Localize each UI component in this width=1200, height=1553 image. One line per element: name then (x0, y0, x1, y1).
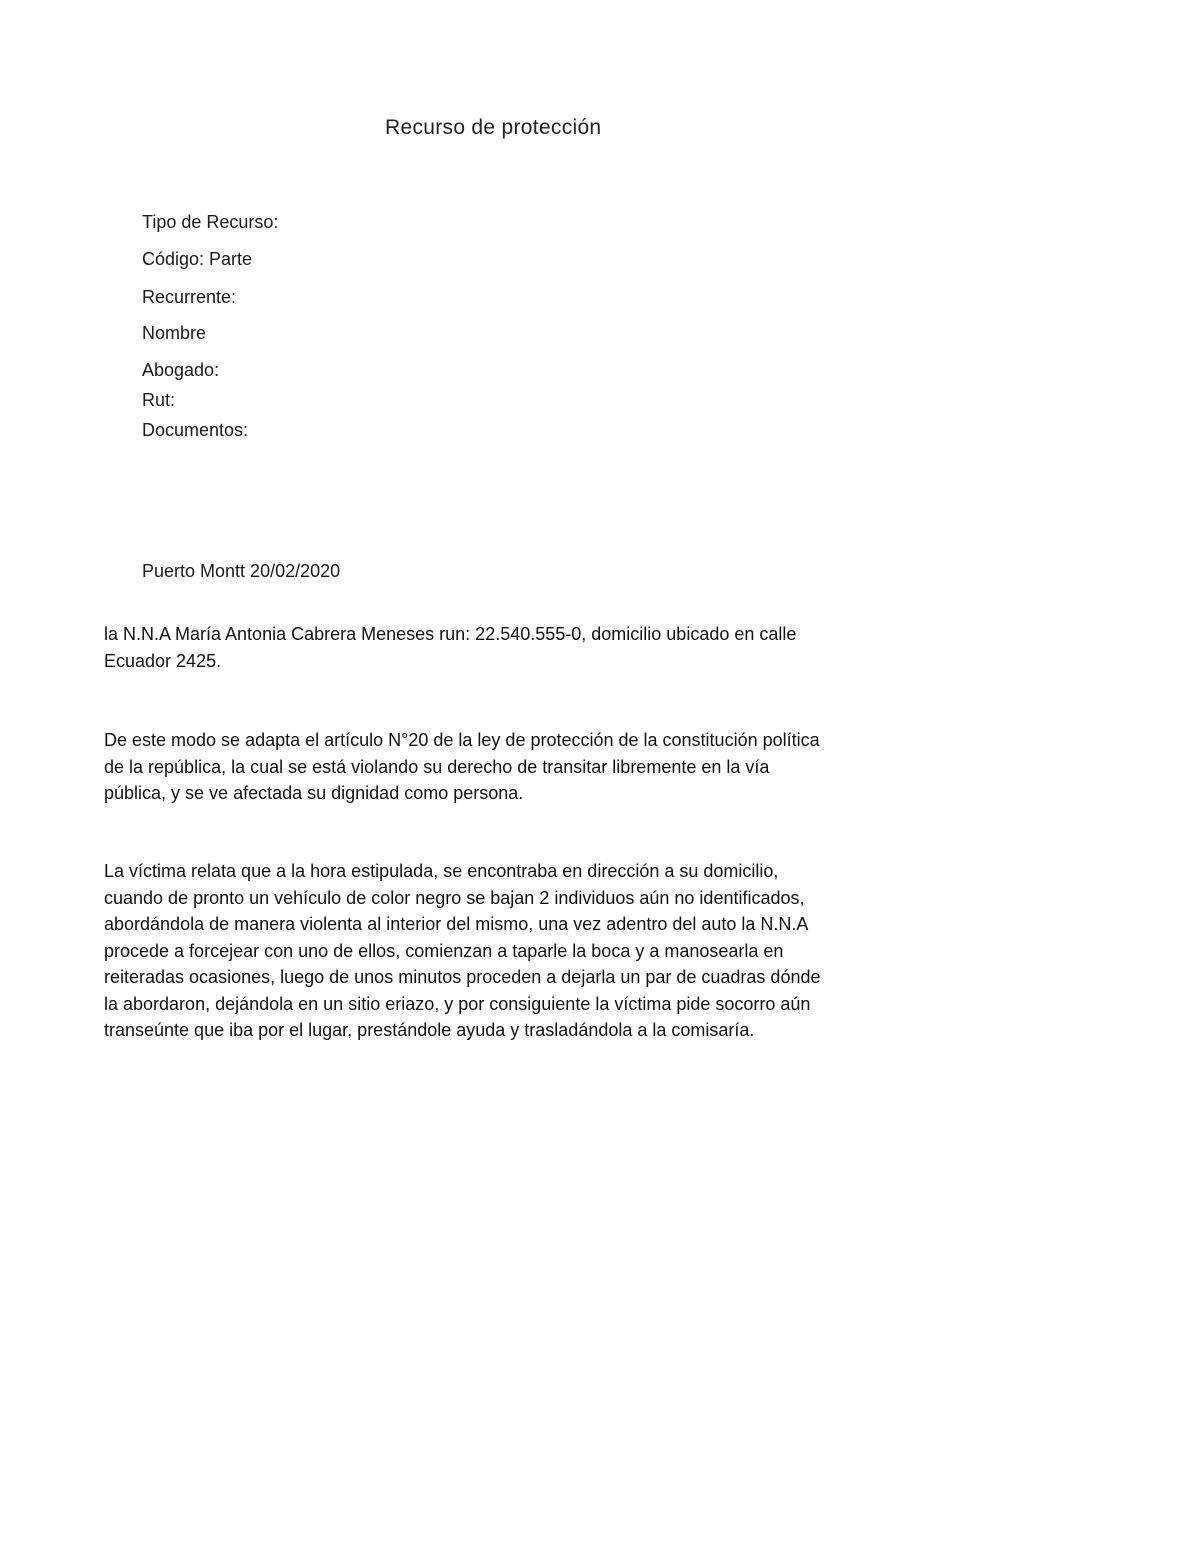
paragraph-legal-basis (104, 727, 904, 807)
paragraph-line: cuando de pronto un vehículo de color negro se bajan 2 individuos aún no identificados, (104, 887, 805, 908)
paragraph-line: De este modo se adapta el artículo N°20 de la ley de protección de la constitución política (104, 730, 820, 750)
field-recurrente: Recurrente: (142, 287, 237, 307)
paragraph-identification (104, 621, 904, 674)
place-date: Puerto Montt 20/02/2020 (142, 561, 341, 581)
field-codigo: Código: Parte (142, 249, 253, 269)
field-nombre: Nombre (142, 323, 207, 343)
field-tipo-de-recurso: Tipo de Recurso: (142, 212, 279, 232)
document-title: Recurso de protección (385, 116, 602, 139)
paragraph-line: Ecuador 2425. (104, 650, 222, 671)
paragraph-line: de la república, la cual se está violando su derecho de transitar libremente en la vía (104, 756, 770, 777)
field-documentos: Documentos: (142, 420, 249, 440)
paragraph-line: la abordaron, dejándola en un sitio eriazo, y por consiguiente la víctima pide socorro aún (104, 993, 811, 1014)
paragraph-line: transeúnte que iba por el lugar, prestándole ayuda y trasladándola a la comisaría. (104, 1020, 755, 1040)
paragraph-line: la N.N.A María Antonia Cabrera Meneses run: 22.540.555-0, domicilio ubicado en calle (104, 624, 797, 644)
paragraph-line: La víctima relata que a la hora estipulada, se encontraba en dirección a su domicilio, (104, 861, 779, 881)
paragraph-line: reiteradas ocasiones, luego de unos minutos proceden a dejarla un par de cuadras dónde (104, 967, 821, 987)
paragraph-line: abordándola de manera violenta al interior del mismo, una vez adentro del auto la N.N.A (104, 914, 809, 934)
paragraph-victim-account (104, 858, 904, 1044)
paragraph-line: procede a forcejear con uno de ellos, comienzan a taparle la boca y a manosearla en (104, 940, 784, 961)
paragraph-line: pública, y se ve afectada su dignidad como persona. (104, 783, 524, 803)
field-rut: Rut: (142, 390, 176, 410)
field-abogado: Abogado: (142, 360, 220, 380)
